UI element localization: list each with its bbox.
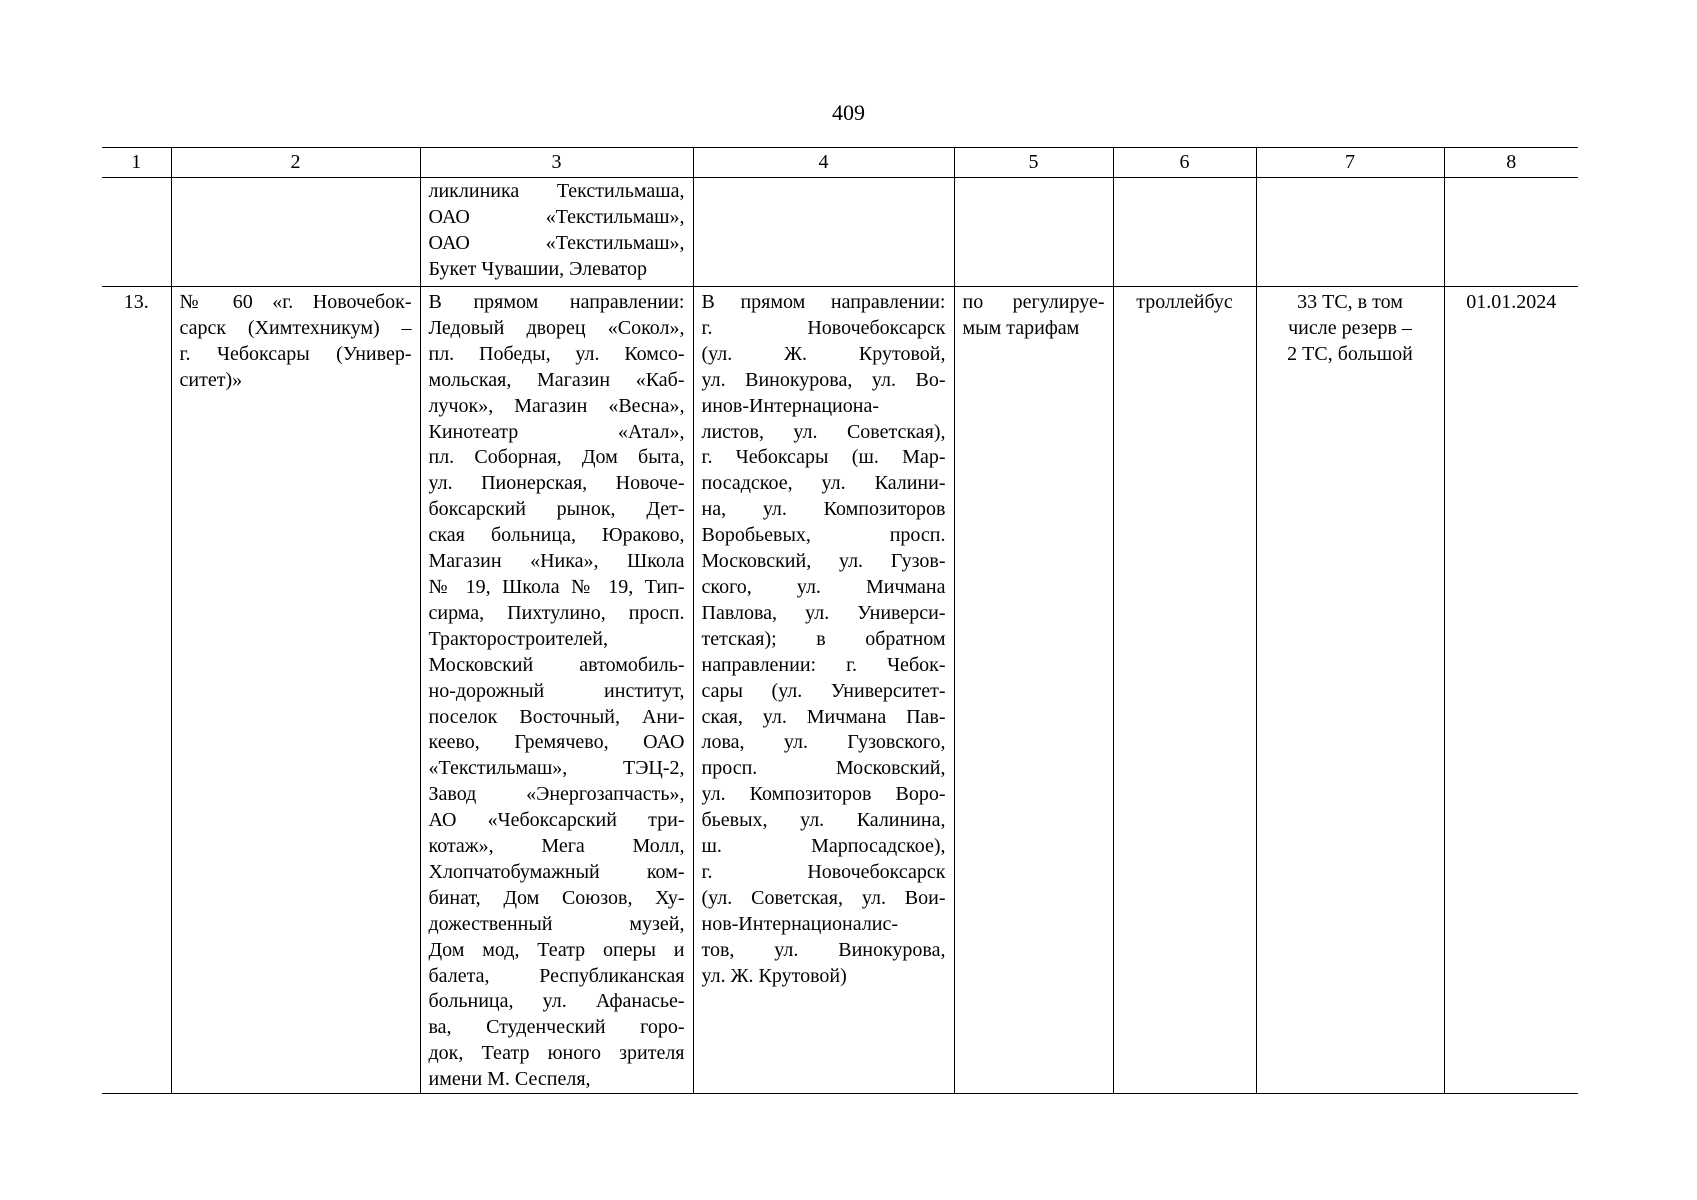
header-cell-5: 5 (954, 148, 1113, 178)
text-line: В прямом направлении: (701, 291, 946, 313)
text-line: ш. Марпосадское), (701, 835, 946, 858)
start-date: 01.01.2024 (1444, 287, 1578, 1094)
text-line: сарск (Химтехникум) – (179, 316, 412, 339)
text-line: г. Новочебоксарск (701, 316, 946, 339)
header-cell-6: 6 (1113, 148, 1256, 178)
text-line: г. Новочебоксарск (701, 860, 946, 883)
text-line: ул. Композиторов Воро- (701, 783, 946, 806)
text-line: сары (ул. Университет- (701, 679, 946, 702)
transport-type: троллейбус (1113, 287, 1256, 1094)
route-table (102, 147, 1578, 1094)
stops-text (429, 290, 685, 1093)
text-line: боксарский рынок, Дет- (428, 498, 685, 521)
header-cell-4: 4 (693, 148, 954, 178)
text-line: Московский автомобиль- (428, 653, 685, 676)
text-line: пл. Победы, ул. Комсо- (428, 342, 685, 365)
vehicles-text (1265, 290, 1436, 368)
text-line: нов-Интернационалис- (701, 912, 899, 935)
text-line: но-дорожный институт, (428, 679, 685, 702)
cont-cell-1 (102, 178, 171, 287)
text-line: кеево, Гремячево, ОАО (428, 731, 685, 754)
text-line: мольская, Магазин «Каб- (428, 368, 685, 391)
text-line: Завод «Энергозапчасть», (428, 783, 685, 806)
text-line: листов, ул. Советская), (701, 420, 946, 443)
continuation-row (102, 178, 1578, 287)
cont-stops-text (429, 179, 685, 283)
cont-cell-4 (693, 178, 954, 287)
header-row (102, 148, 1578, 178)
route-name-cell (171, 287, 420, 1094)
tariff-cell (954, 287, 1113, 1094)
text-line: ского, ул. Мичмана (701, 575, 946, 598)
text-line: по регулируе- (962, 291, 1105, 313)
text-line: на, ул. Композиторов (701, 498, 946, 521)
text-line: Ледовый дворец «Сокол», (428, 316, 685, 339)
text-line: тов, ул. Винокурова, (701, 938, 946, 961)
text-line: посадское, ул. Калини- (701, 472, 946, 495)
text-line: Кинотеатр «Атал», (428, 420, 685, 443)
header-cell-2: 2 (171, 148, 420, 178)
streets-text (702, 290, 946, 989)
text-line: Дом мод, Театр оперы и (428, 938, 685, 961)
text-line: Павлова, ул. Универси- (701, 601, 946, 624)
cont-cell-7 (1256, 178, 1444, 287)
text-line: больница, ул. Афанасье- (428, 990, 685, 1013)
page-number: 409 (832, 100, 865, 125)
text-line: 33 ТС, в том (1297, 291, 1403, 313)
text-line: мым тарифам (962, 316, 1080, 339)
table-row-13 (102, 287, 1578, 1094)
text-line: направлении: г. Чебок- (701, 653, 946, 676)
text-line: ская больница, Юраково, (428, 524, 685, 547)
cont-cell-6 (1113, 178, 1256, 287)
text-line: тетская); в обратном (701, 627, 946, 650)
text-line: № 60 «г. Новочебок- (179, 291, 412, 313)
text-line: ва, Студенческий горо- (428, 1016, 685, 1039)
text-line: пл. Соборная, Дом быта, (428, 446, 685, 469)
text-line: ская, ул. Мичмана Пав- (701, 705, 946, 728)
text-line: ул. Пионерская, Новоче- (428, 472, 685, 495)
cont-cell-5 (954, 178, 1113, 287)
text-line: АО «Чебоксарский три- (428, 809, 685, 832)
text-line: ликлиника Текстильмаша, (428, 180, 685, 202)
text-line: г. Чебоксары (ш. Мар- (701, 446, 946, 469)
header-cell-1: 1 (102, 148, 171, 178)
text-line: Московский, ул. Гузов- (701, 550, 946, 573)
text-line: Магазин «Ника», Школа (428, 550, 685, 573)
header-cell-8: 8 (1444, 148, 1578, 178)
text-line: ОАО «Текстильмаш», (428, 205, 685, 228)
text-line: (ул. Ж. Крутовой, (701, 342, 946, 365)
route-name (180, 290, 412, 394)
text-line: инов-Интернациона- (701, 394, 879, 417)
cont-cell-8 (1444, 178, 1578, 287)
header-cell-7: 7 (1256, 148, 1444, 178)
text-line: 2 ТС, большой (1287, 342, 1413, 365)
text-line: (ул. Советская, ул. Вои- (701, 886, 946, 909)
tariff-text (963, 290, 1105, 342)
text-line: В прямом направлении: (428, 291, 685, 313)
cont-cell-stops (420, 178, 693, 287)
text-line: ситет)» (179, 368, 243, 391)
text-line: поселок Восточный, Ани- (428, 705, 685, 728)
text-line: просп. Московский, (701, 757, 946, 780)
text-line: сирма, Пихтулино, просп. (428, 601, 685, 624)
text-line: лова, ул. Гузовского, (701, 731, 946, 754)
row-number: 13. (102, 287, 171, 1094)
vehicles-cell (1256, 287, 1444, 1094)
header-cell-3: 3 (420, 148, 693, 178)
text-line: дожественный музей, (428, 912, 685, 935)
text-line: Букет Чувашии, Элеватор (428, 257, 647, 280)
text-line: «Текстильмаш», ТЭЦ-2, (428, 757, 685, 780)
streets-cell (693, 287, 954, 1094)
text-line: ул. Винокурова, ул. Во- (701, 368, 946, 391)
text-line: ОАО «Текстильмаш», (428, 231, 685, 254)
text-line: котаж», Мега Молл, (428, 835, 685, 858)
text-line: бинат, Дом Союзов, Ху- (428, 886, 685, 909)
text-line: числе резерв – (1288, 316, 1412, 339)
stops-cell (420, 287, 693, 1094)
text-line: имени М. Сеспеля, (428, 1068, 591, 1091)
text-line: Хлопчатобумажный ком- (428, 860, 685, 883)
text-line: Воробьевых, просп. (701, 524, 946, 547)
text-line: ул. Ж. Крутовой) (701, 964, 847, 987)
text-line: док, Театр юного зрителя (428, 1042, 685, 1065)
text-line: балета, Республиканская (428, 964, 685, 987)
cont-cell-2 (171, 178, 420, 287)
text-line: г. Чебоксары (Универ- (179, 342, 412, 365)
text-line: лучок», Магазин «Весна», (428, 394, 685, 417)
text-line: Тракторостроителей, (428, 627, 609, 650)
text-line: № 19, Школа № 19, Тип- (428, 575, 685, 598)
text-line: бьевых, ул. Калинина, (701, 809, 946, 832)
